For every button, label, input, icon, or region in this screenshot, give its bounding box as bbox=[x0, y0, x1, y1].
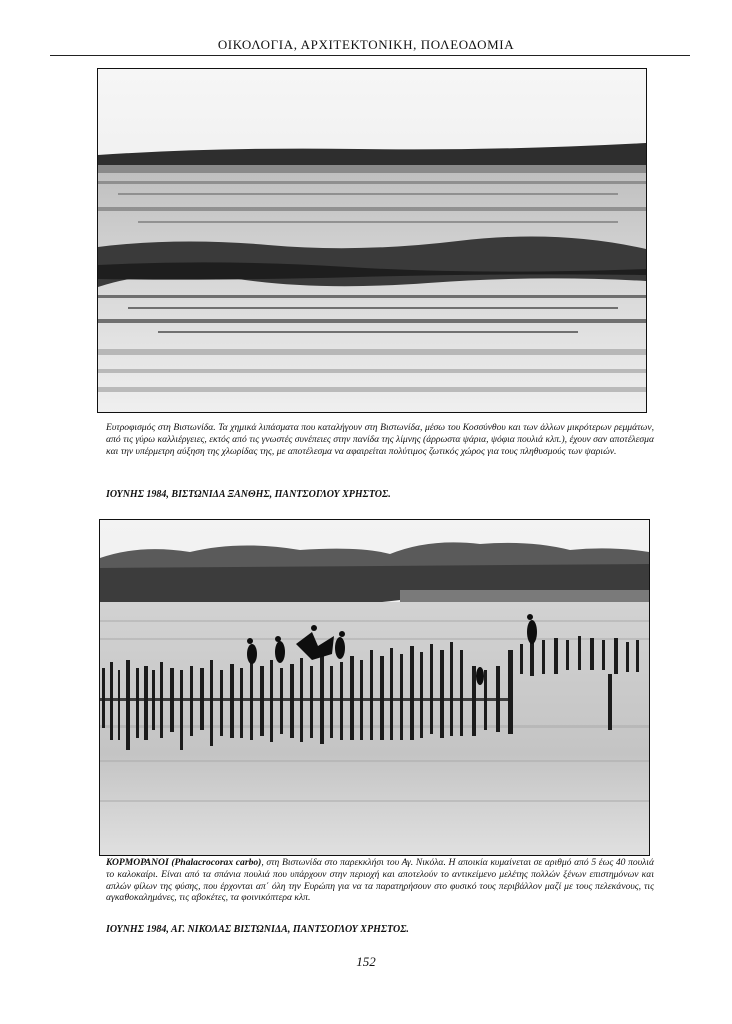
figure1-credit: ΙΟΥΝΗΣ 1984, ΒΙΣΤΩΝΙΔΑ ΞΑΝΘΗΣ, ΠΑΝΤΣΟΓΛΟΥ ΧΡΗΣΤΟΣ. bbox=[106, 489, 391, 500]
page-number: 152 bbox=[356, 954, 376, 969]
figure2-caption-lead: ΚΟΡΜΟΡΑΝΟΙ (Phalacrocorax carbo) bbox=[106, 857, 262, 868]
figure2-credit: ΙΟΥΝΗΣ 1984, ΑΓ. ΝΙΚΟΛΑΣ ΒΙΣΤΩΝΙΔΑ, ΠΑΝΤΣΟΓΛΟΥ ΧΡΗΣΤΟΣ. bbox=[106, 924, 409, 935]
running-header: ΟΙΚΟΛΟΓΙΑ, ΑΡΧΙΤΕΚΤΟΝΙΚΗ, ΠΟΛΕΟΔΟΜΙΑ bbox=[217, 37, 515, 52]
figure1-caption: Ευτροφισμός στη Βιστωνίδα. Τα χημικά λιπάσματα που καταλήγουν στη Βιστωνίδα, μέσω του Κοσσύνθου και των άλλων μικρότερων ρεμμάτων, από τις γύρω καλλιέργειες, εκτός από τις γνωστές συνέπειες στην πανίδα της λίμνης (άρρωστα ψάρια, ψόφια πουλιά κλπ.), έχουν σαν αποτέλεσμα και την υπέρμετρη αύξηση της χλωρίδας της, με αποτέλεσμα να αφαιρείται πολύτιμος ζωτικός χώρος για τους πληθυσμούς των ψαριών. bbox=[106, 422, 654, 457]
figure2-caption bbox=[106, 857, 654, 904]
header-rule bbox=[50, 55, 690, 56]
cormorants-photo bbox=[99, 519, 650, 856]
figure2-caption-text: , στη Βιστωνίδα στο παρεκκλήσι του Αγ. Νικόλα. Η αποικία κυμαίνεται σε αριθμό από 5 έως 40 πουλιά το καλοκαίρι. Είναι από τα σπάνια πουλιά που υπάρχουν στην περιοχή και αποτελούν το αντικείμενο μελέτης πολλών ξένων επιστημόνων και απλών φίλων της φύσης, που έρχονται απ΄ όλη την Ευρώπη για να τα παρατηρήσουν στο φυσικό τους περιβάλλον μαζί με τους πελεκάνους, τις αγκαθοκαλημάνες, τις αβοκέτες, τα φοινικόπτερα κλπ. bbox=[106, 857, 654, 904]
lake-photo bbox=[97, 68, 647, 413]
